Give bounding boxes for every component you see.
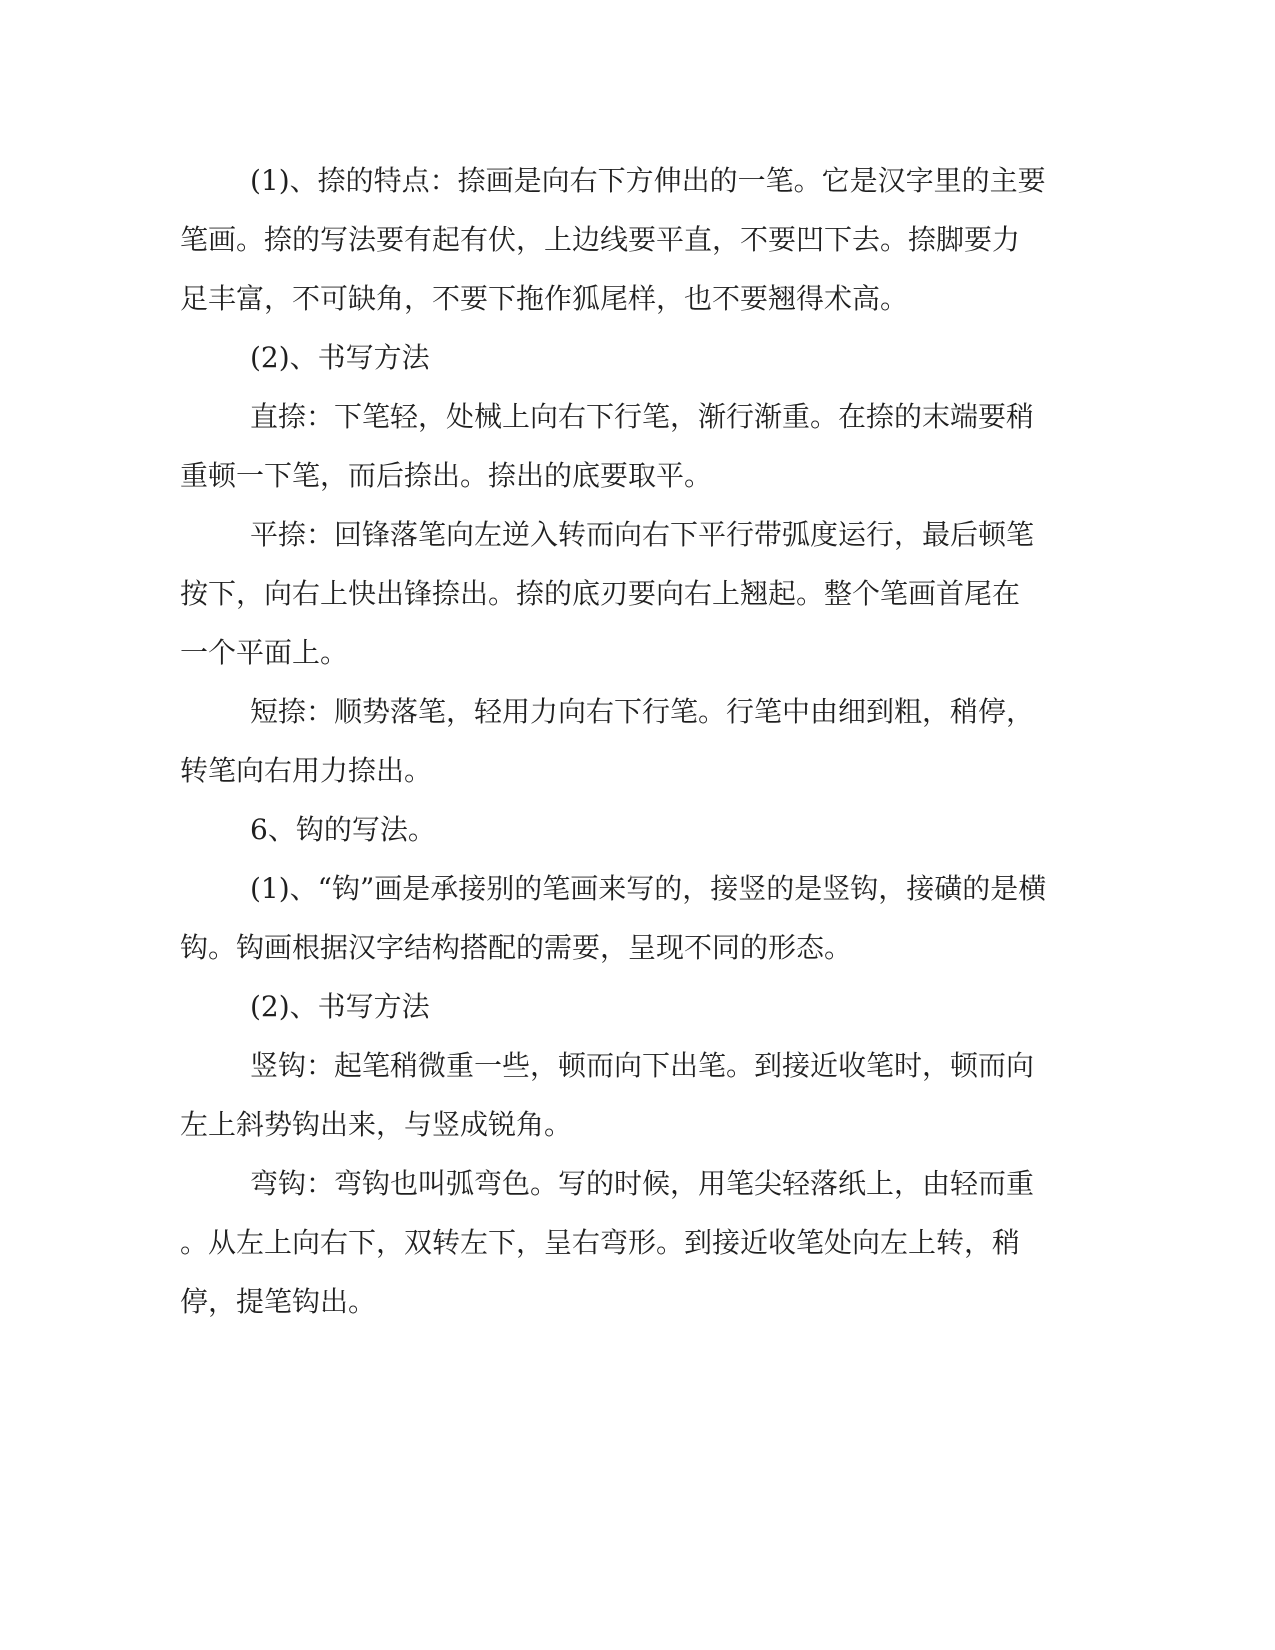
paragraph-9-line-1: 竖钩：起笔稍微重一些，顿而向下出笔。到接近收笔时，顿而向 xyxy=(250,1049,1035,1082)
paragraph-1-line-1: (1)、捺的特点：捺画是向右下方伸出的一笔。它是汉字里的主要 xyxy=(250,164,1046,197)
paragraph-10-line-1: 弯钩：弯钩也叫弧弯色。写的时候，用笔尖轻落纸上，由轻而重 xyxy=(250,1167,1035,1200)
paragraph-5-line-2: 转笔向右用力捺出。 xyxy=(180,754,433,787)
paragraph-4-line-2: 按下，向右上快出锋捺出。捺的底刃要向右上翘起。整个笔画首尾在 xyxy=(180,577,1021,610)
paragraph-8-line-1: (2)、书写方法 xyxy=(250,990,430,1023)
paragraph-7-line-1: (1)、“钩”画是承接别的笔画来写的，接竖的是竖钩，接磺的是横 xyxy=(250,872,1047,905)
paragraph-9-line-2: 左上斜势钩出来，与竖成锐角。 xyxy=(180,1108,573,1141)
paragraph-7-line-2: 钩。钩画根据汉字结构搭配的需要，呈现不同的形态。 xyxy=(180,931,853,964)
paragraph-5-line-1: 短捺：顺势落笔，轻用力向右下行笔。行笔中由细到粗，稍停， xyxy=(250,695,1035,728)
paragraph-1-line-3: 足丰富，不可缺角，不要下拖作狐尾样，也不要翘得术高。 xyxy=(180,282,909,315)
paragraph-1-line-2: 笔画。捺的写法要有起有伏，上边线要平直，不要凹下去。捺脚要力 xyxy=(180,223,1021,256)
paragraph-4-line-3: 一个平面上。 xyxy=(180,636,349,669)
paragraph-10-line-2: 。从左上向右下，双转左下，呈右弯形。到接近收笔处向左上转，稍 xyxy=(180,1226,1021,1259)
paragraph-3-line-2: 重顿一下笔，而后捺出。捺出的底要取平。 xyxy=(180,459,713,492)
paragraph-4-line-1: 平捺：回锋落笔向左逆入转而向右下平行带弧度运行，最后顿笔 xyxy=(250,518,1035,551)
paragraph-6-line-1: 6、钩的写法。 xyxy=(250,813,436,846)
paragraph-2-line-1: (2)、书写方法 xyxy=(250,341,430,374)
paragraph-10-line-3: 停，提笔钩出。 xyxy=(180,1285,377,1318)
paragraph-3-line-1: 直捺：下笔轻，处械上向右下行笔，渐行渐重。在捺的末端要稍 xyxy=(250,400,1035,433)
